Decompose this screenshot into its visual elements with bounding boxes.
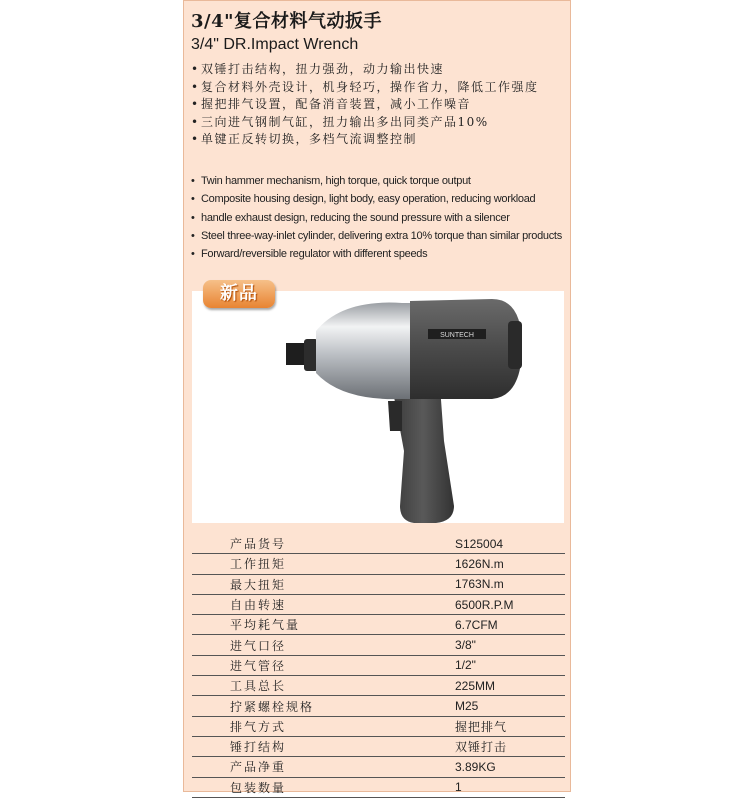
spec-value: 双锤打击 — [455, 736, 565, 756]
spec-label: 拧紧螺栓规格 — [192, 696, 455, 716]
spec-value: 1 — [455, 777, 565, 797]
brand-label-text: SUNTECH — [440, 332, 474, 339]
table-row — [192, 574, 565, 594]
spec-value: 225MM — [455, 676, 565, 696]
feature-item: • 握把排气设置，配备消音装置，减小工作噪音 — [189, 96, 569, 114]
spec-value: 6.7CFM — [455, 615, 565, 635]
feature-list-english — [189, 172, 569, 263]
table-row — [192, 594, 565, 614]
table-row — [192, 615, 565, 635]
feature-item: • Twin hammer mechanism, high torque, quick torque output — [189, 172, 569, 190]
spec-value: 1/2" — [455, 655, 565, 675]
feature-item: • 双锤打击结构，扭力强劲，动力输出快速 — [189, 61, 569, 79]
spec-value: 握把排气 — [455, 716, 565, 736]
spec-label: 工作扭矩 — [192, 554, 455, 574]
spec-value: 6500R.P.M — [455, 594, 565, 614]
spec-value: 1626N.m — [455, 554, 565, 574]
spec-label: 自由转速 — [192, 594, 455, 614]
spec-label: 进气管径 — [192, 655, 455, 675]
feature-item: • Forward/reversible regulator with different speeds — [189, 245, 569, 263]
spec-label: 平均耗气量 — [192, 615, 455, 635]
table-row — [192, 777, 565, 797]
spec-value: 3/8" — [455, 635, 565, 655]
feature-item: • Composite housing design, light body, easy operation, reducing workload — [189, 190, 569, 208]
spec-label: 最大扭矩 — [192, 574, 455, 594]
spec-label: 排气方式 — [192, 716, 455, 736]
table-row — [192, 757, 565, 777]
spec-value: 3.89KG — [455, 757, 565, 777]
table-row — [192, 655, 565, 675]
spec-label: 进气口径 — [192, 635, 455, 655]
spec-value: M25 — [455, 696, 565, 716]
feature-item: • handle exhaust design, reducing the sound pressure with a silencer — [189, 209, 569, 227]
product-title-chinese: 3/4"复合材料气动扳手 — [191, 11, 383, 32]
new-product-badge: 新品 — [203, 280, 275, 308]
spec-value: 1763N.m — [455, 574, 565, 594]
spec-label: 产品货号 — [192, 534, 455, 554]
product-card — [183, 0, 571, 795]
table-row — [192, 696, 565, 716]
feature-item: • 复合材料外壳设计，机身轻巧，操作省力，降低工作强度 — [189, 79, 569, 97]
spec-label: 包装数量 — [192, 777, 455, 797]
table-row — [192, 534, 565, 554]
spec-label: 锤打结构 — [192, 736, 455, 756]
feature-item: • 三向进气钢制气缸，扭力输出多出同类产品10% — [189, 114, 569, 132]
feature-list-chinese — [189, 61, 569, 149]
spec-label: 产品净重 — [192, 757, 455, 777]
spec-value: S125004 — [455, 534, 565, 554]
spec-label: 工具总长 — [192, 676, 455, 696]
product-image — [192, 291, 564, 523]
spec-table — [192, 534, 565, 798]
product-title-english: 3/4" DR.Impact Wrench — [191, 36, 359, 53]
impact-wrench-image — [192, 291, 564, 523]
table-row — [192, 554, 565, 574]
feature-item: • 单键正反转切换，多档气流调整控制 — [189, 131, 569, 149]
table-row — [192, 716, 565, 736]
table-row — [192, 635, 565, 655]
table-row — [192, 676, 565, 696]
feature-item: • Steel three-way-inlet cylinder, delivering extra 10% torque than similar products — [189, 227, 569, 245]
table-row — [192, 736, 565, 756]
